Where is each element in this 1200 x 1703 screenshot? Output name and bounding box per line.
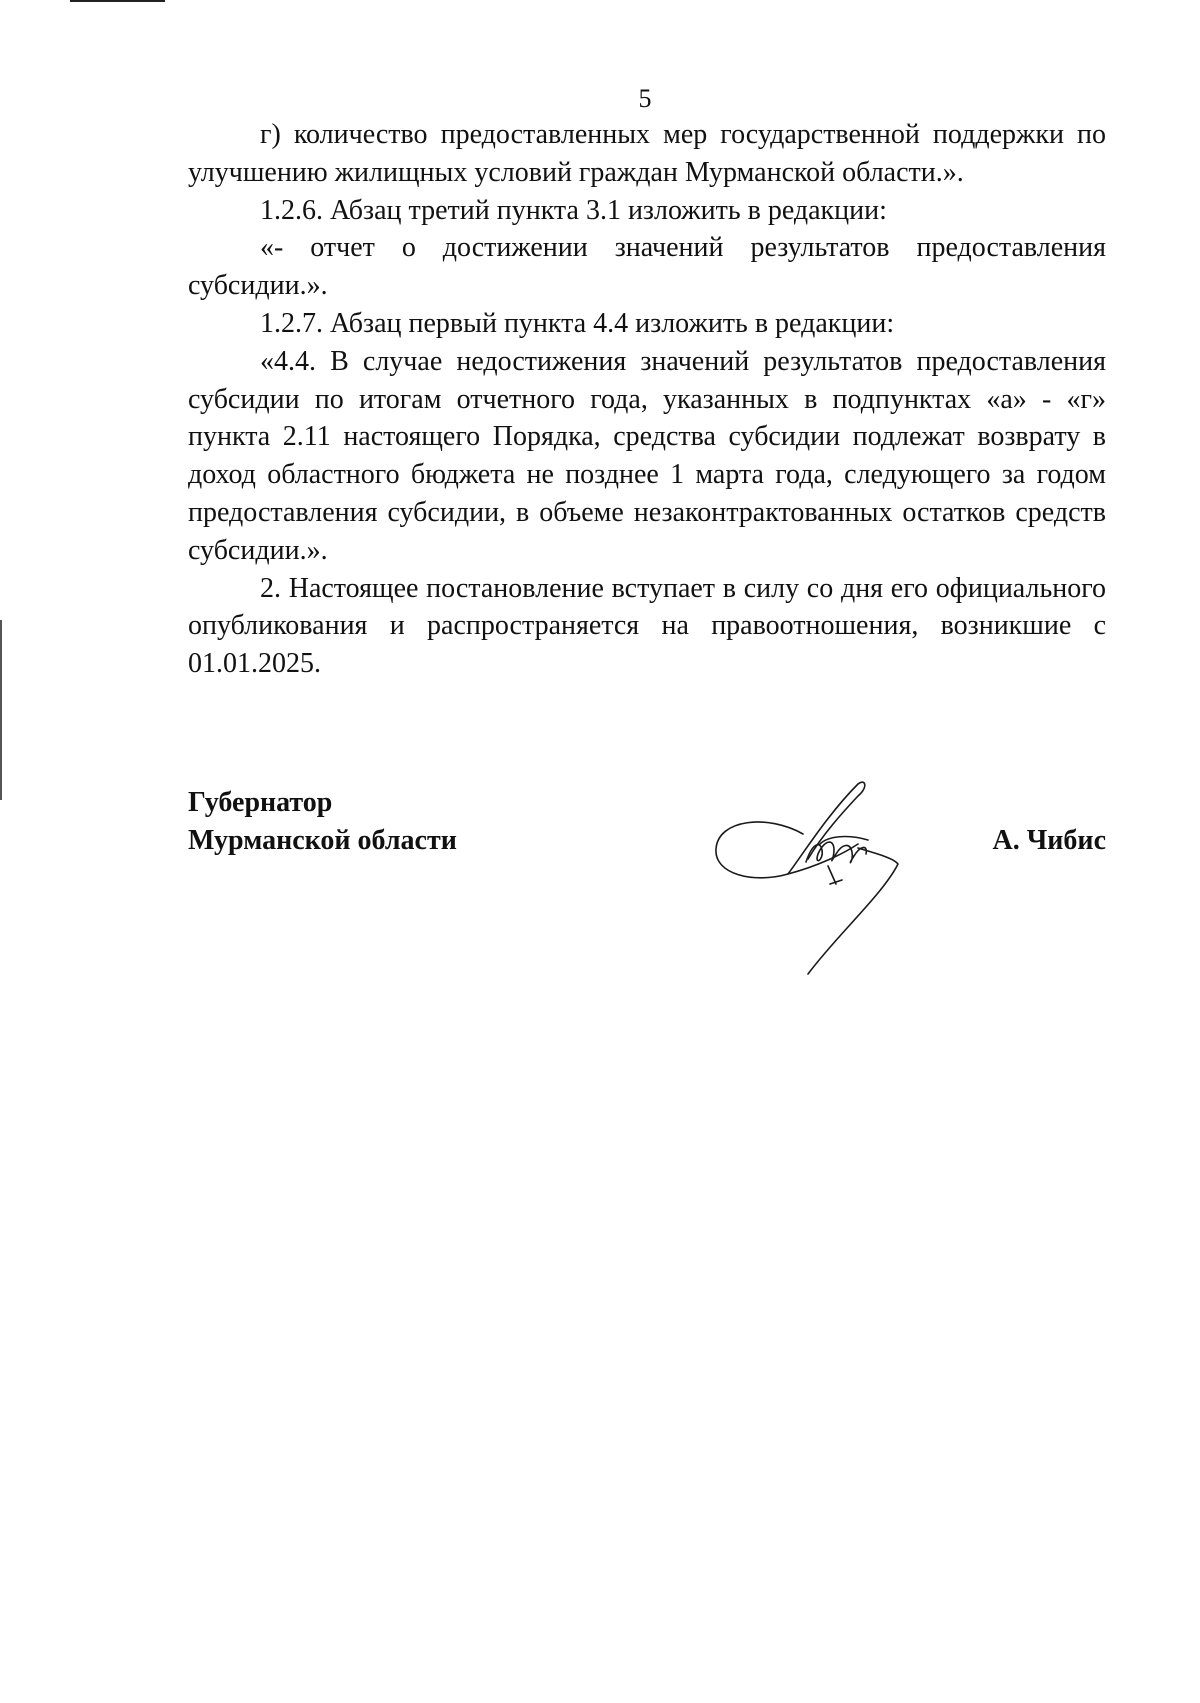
paragraph-1: г) количество предоставленных мер государственной поддержки по улучшению жилищных условий граждан Мурманской области.».	[188, 119, 1106, 188]
scan-mark-top	[70, 0, 165, 2]
scan-mark-left	[0, 620, 2, 800]
signer-title	[188, 784, 457, 860]
paragraph-6: 2. Настоящее постановление вступает в силу со дня его официального опубликования и распространяется на правоотношения, возникшие с 01.01.2025.	[188, 572, 1106, 680]
document-body	[188, 116, 1106, 683]
signature-block	[188, 784, 1106, 984]
handwritten-signature	[708, 774, 928, 984]
paragraph-3: «- отчет о достижении значений результатов предоставления субсидии.».	[188, 232, 1106, 302]
page-number: 5	[638, 84, 652, 113]
signer-title-line-2: Мурманской области	[188, 825, 457, 856]
paragraph-5: «4.4. В случае недостижения значений результатов предоставления субсидии по итогам отчетного года, указанных в подпунктах «а» - «г» пункта 2.11 настоящего Порядка, средства субсидии подлежат возврату в доход областного бюджета не позднее 1 марта года, следующего за годом предоставления субсидии, в объеме незаконтрактованных остатков средств субсидии.».	[188, 345, 1106, 566]
paragraph-2: 1.2.6. Абзац третий пункта 3.1 изложить в редакции:	[260, 194, 887, 226]
signer-title-line-1: Губернатор	[188, 787, 333, 818]
paragraph-4: 1.2.7. Абзац первый пункта 4.4 изложить в редакции:	[260, 307, 895, 339]
signer-name: А. Чибис	[992, 825, 1106, 856]
